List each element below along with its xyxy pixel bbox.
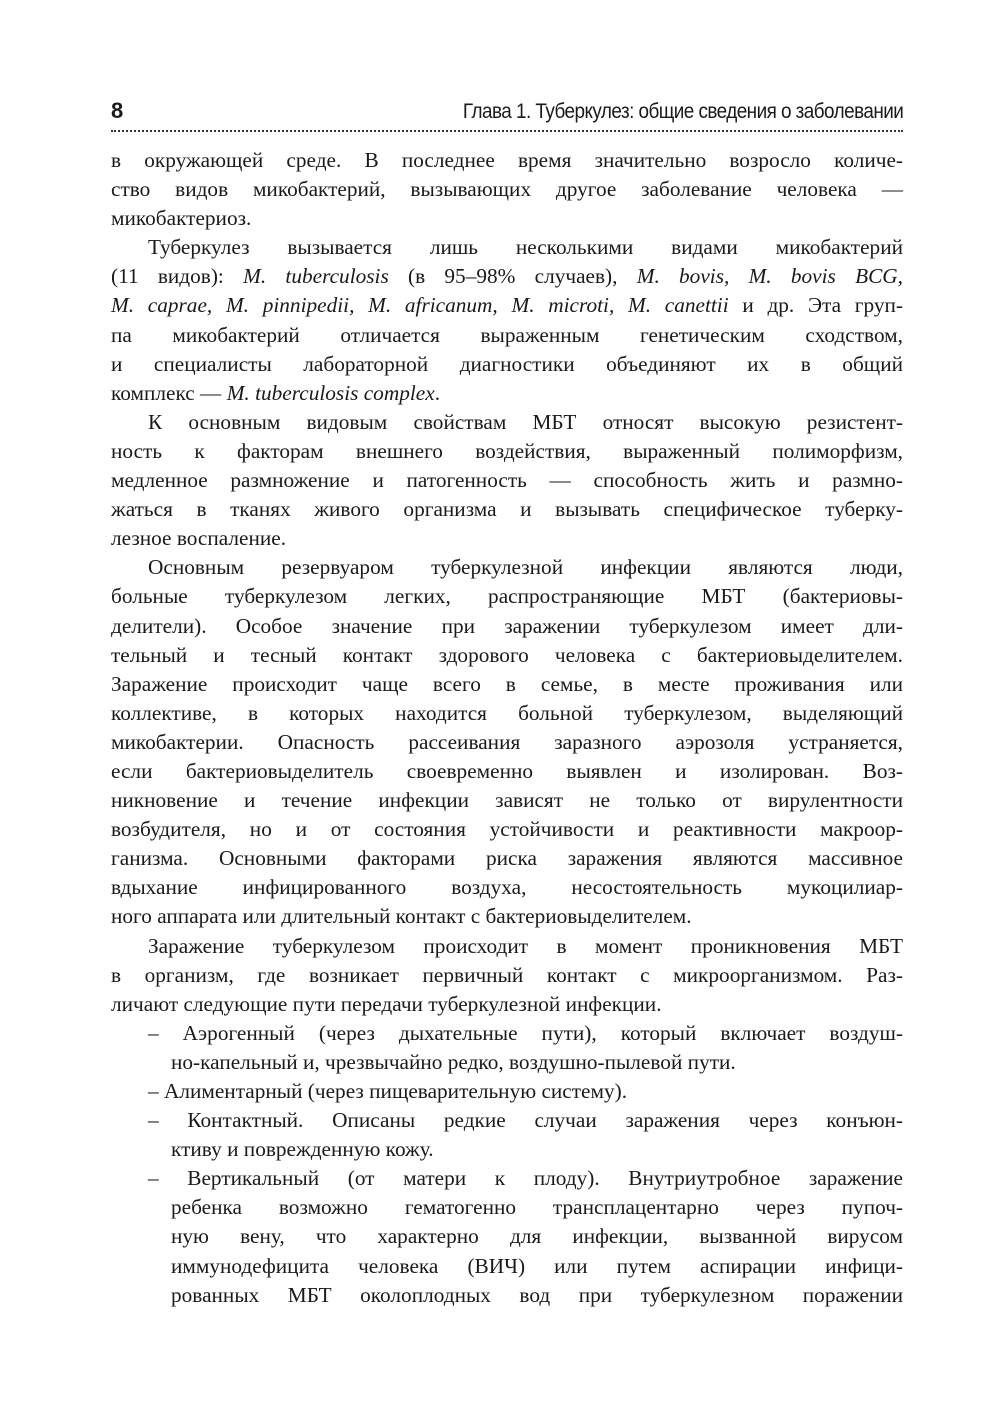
text-line: ство видов микобактерий, вызывающих другое заболевание человека — — [111, 177, 903, 202]
text-line: ктиву и поврежденную кожу. — [171, 1137, 434, 1162]
species-name: M. tuberculosis — [243, 264, 389, 289]
transmission-routes-list — [111, 1019, 903, 1310]
paragraph-5 — [111, 932, 903, 1019]
text-line: личают следующие пути передачи туберкулезной инфекции. — [111, 991, 662, 1016]
page-number: 8 — [111, 98, 124, 123]
text-line: микобактерии. Опасность рассеивания заразного аэрозоля устраняется, — [111, 729, 903, 754]
paragraph-1 — [111, 146, 903, 233]
text-line — [111, 379, 903, 408]
text-line: ность к факторам внешнего воздействия, выраженный полиморфизм, — [111, 438, 903, 463]
paragraph-2 — [111, 233, 903, 408]
text-line: Основным резервуаром туберкулезной инфекции являются люди, — [148, 555, 903, 580]
text-line — [111, 350, 903, 379]
text-line: возбудителя, но и от состояния устойчивости и реактивности макроор- — [111, 817, 903, 842]
text-line: – Аэрогенный (через дыхательные пути), который включает воздуш- — [148, 1020, 903, 1045]
text-line: лезное воспаление. — [111, 526, 287, 551]
text-run: и др. Эта груп- — [728, 293, 903, 318]
list-item — [111, 1077, 903, 1106]
text-line: Заражение туберкулезом происходит в момент проникновения МБТ — [148, 933, 903, 958]
text-run: и специалисты лабораторной диагностики объединяют их в общий — [111, 351, 903, 376]
text-line: жаться в тканях живого организма и вызывать специфическое туберку- — [111, 497, 903, 522]
text-line: – Контактный. Описаны редкие случаи заражения через конъюн- — [148, 1108, 903, 1133]
paragraph-3 — [111, 408, 903, 553]
text-line: иммунодефицита человека (ВИЧ) или путем аспирации инфици- — [171, 1253, 903, 1278]
text-run: комплекс — — [111, 380, 227, 405]
text-run: (в 95–98% случаев), — [388, 264, 637, 289]
text-line — [111, 291, 903, 320]
text-line: рованных МБТ околоплодных вод при туберкулезном поражении — [171, 1282, 903, 1307]
text-line: медленное размножение и патогенность — способность жить и размно- — [111, 468, 903, 493]
text-line — [111, 233, 903, 262]
text-run: Туберкулез вызывается лишь несколькими видами микобактерий — [148, 235, 903, 260]
text-run: . — [434, 380, 441, 405]
paragraph-4 — [111, 553, 903, 931]
species-name: M. tuberculosis complex — [226, 380, 435, 405]
text-line: ного аппарата или длительный контакт с бактериовыделителем. — [111, 904, 692, 929]
species-name: M. bovis, M. bovis BCG, — [636, 264, 904, 289]
text-line: делители). Особое значение при заражении туберкулезом имеет дли- — [111, 613, 903, 638]
text-line: – Вертикальный (от матери к плоду). Внутриутробное заражение — [148, 1166, 903, 1191]
body-text — [111, 146, 903, 1310]
text-line: ганизма. Основными факторами риска заражения являются массивное — [111, 846, 903, 871]
chapter-title: Глава 1. Туберкулез: общие сведения о заболевании — [462, 100, 903, 123]
text-line: ребенка возможно гематогенно трансплацентарно через пупоч- — [171, 1195, 903, 1220]
text-run: па микобактерий отличается выраженным генетическим сходством, — [111, 322, 903, 347]
text-line: в организм, где возникает первичный контакт с микроорганизмом. Раз- — [111, 962, 903, 987]
text-line: никновение и течение инфекции зависят не только от вирулентности — [111, 788, 903, 813]
text-line: Заражение происходит чаще всего в семье, в месте проживания или — [111, 671, 903, 696]
running-header — [111, 96, 903, 130]
document-page — [111, 96, 903, 1310]
text-line — [111, 321, 903, 350]
text-line: К основным видовым свойствам МБТ относят высокую резистент- — [148, 409, 903, 434]
list-item — [111, 1164, 903, 1309]
text-line: в окружающей среде. В последнее время значительно возросло количе- — [111, 148, 903, 172]
text-run: (11 видов): — [111, 264, 244, 289]
list-item — [111, 1106, 903, 1164]
text-line: коллективе, в которых находится больной туберкулезом, выделяющий — [111, 700, 903, 725]
text-line: тельный и тесный контакт здорового человека с бактериовыделителем. — [111, 642, 903, 667]
text-line: – Алиментарный (через пищеварительную систему). — [148, 1079, 628, 1103]
header-dotted-rule — [111, 130, 903, 132]
text-line: если бактериовыделитель своевременно выявлен и изолирован. Воз- — [111, 758, 903, 783]
text-line: но-капельный и, чрезвычайно редко, воздушно-пылевой пути. — [171, 1049, 736, 1074]
list-item — [111, 1019, 903, 1077]
text-line: микобактериоз. — [111, 206, 252, 231]
text-line: больные туберкулезом легких, распространяющие МБТ (бактериовы- — [111, 584, 903, 609]
text-line: ную вену, что характерно для инфекции, вызванной вирусом — [171, 1224, 903, 1249]
species-name: M. caprae, M. pinnipedii, M. africanum, M. microti, M. canettii — [111, 293, 729, 318]
text-line — [111, 262, 903, 291]
text-line: вдыхание инфицированного воздуха, несостоятельность мукоцилиар- — [111, 875, 903, 900]
